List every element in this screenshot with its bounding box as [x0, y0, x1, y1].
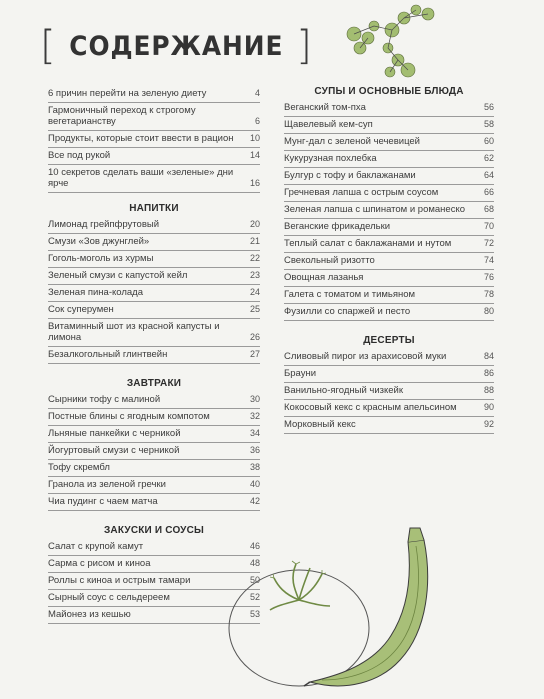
- toc-entry-page: 30: [249, 394, 260, 404]
- section-title-breakfast: ЗАВТРАКИ: [126, 378, 182, 389]
- toc-entry-title: Кокосовый кекс с красным апельсином: [284, 402, 457, 413]
- toc-entry: [284, 287, 494, 304]
- toc-entry-title: Сырный соус с сельдереем: [48, 592, 170, 603]
- toc-entry: [48, 148, 260, 165]
- toc-entry-page: 53: [249, 609, 260, 619]
- toc-entry: [284, 349, 494, 366]
- grapes-illustration: [330, 0, 450, 90]
- toc-entry-title: Галета с томатом и тимьяном: [284, 289, 416, 300]
- toc-entry-page: 88: [483, 385, 494, 395]
- drinks-list: [48, 217, 260, 364]
- toc-entry-page: 32: [249, 411, 260, 421]
- page-title-text: СОДЕРЖАНИЕ: [68, 30, 283, 62]
- toc-entry: [284, 134, 494, 151]
- toc-entry: [48, 251, 260, 268]
- toc-entry: [284, 417, 494, 434]
- section-title-desserts: ДЕСЕРТЫ: [363, 335, 415, 346]
- toc-entry-page: 80: [483, 306, 494, 316]
- toc-entry-title: Продукты, которые стоит ввести в рацион: [48, 133, 234, 144]
- toc-entry: [48, 494, 260, 511]
- toc-entry-page: 90: [483, 402, 494, 412]
- toc-entry-title: Роллы с киноа и острым тамари: [48, 575, 191, 586]
- toc-entry-page: 60: [483, 136, 494, 146]
- toc-entry-page: 38: [249, 462, 260, 472]
- left-bracket: [: [40, 23, 56, 69]
- toc-entry-title: Зеленая лапша с шпинатом и романеско: [284, 204, 465, 215]
- toc-entry-page: 21: [249, 236, 260, 246]
- page-title: [40, 23, 312, 69]
- toc-entry-title: Мунг-дал с зеленой чечевицей: [284, 136, 420, 147]
- toc-entry-page: 66: [483, 187, 494, 197]
- toc-entry-title: Брауни: [284, 368, 316, 379]
- toc-entry-title: Майонез из кешью: [48, 609, 131, 620]
- toc-entry-title: Ванильно-ягодный чизкейк: [284, 385, 404, 396]
- toc-entry: [284, 383, 494, 400]
- toc-entry-page: 62: [483, 153, 494, 163]
- toc-entry: [284, 236, 494, 253]
- toc-entry-page: 25: [249, 304, 260, 314]
- toc-entry-title: Веганский том-пха: [284, 102, 366, 113]
- toc-entry: [284, 117, 494, 134]
- toc-entry-title: Лимонад грейпфрутовый: [48, 219, 160, 230]
- toc-entry: [48, 409, 260, 426]
- toc-entry-page: 56: [483, 102, 494, 112]
- toc-entry: [284, 366, 494, 383]
- toc-entry-page: 74: [483, 255, 494, 265]
- toc-entry-title: Постные блины с ягодным компотом: [48, 411, 210, 422]
- toc-entry-page: 42: [249, 496, 260, 506]
- toc-entry-title: Гармоничный переход к строгому вегетарианству: [48, 105, 196, 127]
- toc-entry-page: 46: [249, 541, 260, 551]
- contents-right-column: [284, 86, 494, 434]
- breakfast-list: [48, 392, 260, 511]
- toc-entry: [48, 302, 260, 319]
- toc-entry: [48, 285, 260, 302]
- toc-entry: [48, 217, 260, 234]
- toc-entry-title: Зеленый смузи с капустой кейл: [48, 270, 188, 281]
- toc-entry: [48, 477, 260, 494]
- toc-entry: [284, 100, 494, 117]
- toc-entry-title: Веганские фрикадельки: [284, 221, 391, 232]
- toc-entry-title: Булгур с тофу и баклажанами: [284, 170, 416, 181]
- toc-entry-title: Морковный кекс: [284, 419, 356, 430]
- toc-entry-page: 64: [483, 170, 494, 180]
- toc-entry-page: 4: [254, 88, 260, 98]
- toc-entry-page: 16: [249, 178, 260, 188]
- banana-illustration: [296, 520, 446, 699]
- toc-entry-title: Салат с крупой камут: [48, 541, 144, 552]
- toc-entry-page: 92: [483, 419, 494, 429]
- toc-entry: [48, 460, 260, 477]
- toc-entry: [48, 319, 260, 347]
- toc-entry: [48, 347, 260, 364]
- toc-entry-page: 48: [249, 558, 260, 568]
- toc-entry-title: Йогуртовый смузи с черникой: [48, 445, 180, 456]
- desserts-list: [284, 349, 494, 434]
- toc-entry-title: Щавелевый кем-суп: [284, 119, 373, 130]
- toc-entry-page: 50: [249, 575, 260, 585]
- toc-entry-page: 34: [249, 428, 260, 438]
- toc-entry-title: Гранола из зеленой гречки: [48, 479, 166, 490]
- toc-entry: [48, 268, 260, 285]
- section-title-snacks: ЗАКУСКИ И СОУСЫ: [103, 525, 205, 536]
- contents-left-column: [48, 86, 260, 624]
- toc-entry-title: 10 секретов сделать ваши «зеленые» дни ярче: [48, 167, 234, 189]
- toc-entry: [48, 234, 260, 251]
- toc-entry-title: Кукурузная похлебка: [284, 153, 377, 164]
- section-title-soups: СУПЫ И ОСНОВНЫЕ БЛЮДА: [314, 86, 464, 97]
- toc-entry-title: Смузи «Зов джунглей»: [48, 236, 150, 247]
- intro-list: [48, 86, 260, 193]
- toc-entry-title: Сарма с рисом и киноа: [48, 558, 151, 569]
- toc-entry: [284, 270, 494, 287]
- toc-entry-page: 84: [483, 351, 494, 361]
- toc-entry-page: 76: [483, 272, 494, 282]
- toc-entry: [284, 151, 494, 168]
- toc-entry-page: 24: [249, 287, 260, 297]
- toc-entry-page: 36: [249, 445, 260, 455]
- toc-entry-page: 68: [483, 204, 494, 214]
- toc-entry-title: Овощная лазанья: [284, 272, 364, 283]
- toc-entry: [48, 392, 260, 409]
- toc-entry: [284, 202, 494, 219]
- toc-entry-title: Сырники тофу с малиной: [48, 394, 161, 405]
- toc-entry: [48, 103, 260, 131]
- toc-entry-title: 6 причин перейти на зеленую диету: [48, 88, 207, 99]
- toc-entry-page: 22: [249, 253, 260, 263]
- toc-entry-page: 78: [483, 289, 494, 299]
- toc-entry-title: Безалкогольный глинтвейн: [48, 349, 168, 360]
- toc-entry-page: 23: [249, 270, 260, 280]
- toc-entry-title: Чиа пудинг с чаем матча: [48, 496, 158, 507]
- toc-entry-title: Сливовый пирог из арахисовой муки: [284, 351, 447, 362]
- toc-entry-page: 70: [483, 221, 494, 231]
- toc-entry-title: Все под рукой: [48, 150, 111, 161]
- toc-entry-title: Зеленая пина-колада: [48, 287, 143, 298]
- toc-entry: [284, 168, 494, 185]
- toc-entry-title: Сок суперумен: [48, 304, 114, 315]
- toc-entry-title: Теплый салат с баклажанами и нутом: [284, 238, 452, 249]
- soups-list: [284, 100, 494, 321]
- right-bracket: ]: [296, 23, 312, 69]
- toc-entry-page: 52: [249, 592, 260, 602]
- toc-entry-page: 86: [483, 368, 494, 378]
- toc-entry: [48, 443, 260, 460]
- toc-entry-page: 58: [483, 119, 494, 129]
- toc-entry-page: 72: [483, 238, 494, 248]
- toc-entry-title: Гоголь-моголь из хурмы: [48, 253, 154, 264]
- toc-entry: [48, 165, 260, 193]
- toc-entry-title: Свекольный ризотто: [284, 255, 375, 266]
- toc-entry-page: 14: [249, 150, 260, 160]
- toc-entry-page: 20: [249, 219, 260, 229]
- toc-entry-title: Тофу скрембл: [48, 462, 110, 473]
- toc-entry-title: Гречневая лапша с острым соусом: [284, 187, 439, 198]
- toc-entry: [284, 185, 494, 202]
- toc-entry: [48, 131, 260, 148]
- toc-entry-page: 6: [254, 116, 260, 126]
- toc-entry-title: Льняные панкейки с черникой: [48, 428, 181, 439]
- toc-entry: [284, 400, 494, 417]
- toc-entry: [284, 219, 494, 236]
- toc-entry-title: Витаминный шот из красной капусты и лимона: [48, 321, 220, 343]
- toc-entry-page: 27: [249, 349, 260, 359]
- toc-entry: [48, 426, 260, 443]
- toc-entry: [48, 86, 260, 103]
- toc-entry-title: Фузилли со спаржей и песто: [284, 306, 411, 317]
- toc-entry: [284, 253, 494, 270]
- toc-entry: [284, 304, 494, 321]
- toc-entry-page: 26: [249, 332, 260, 342]
- toc-entry-page: 10: [249, 133, 260, 143]
- section-title-drinks: НАПИТКИ: [129, 203, 179, 214]
- toc-entry-page: 40: [249, 479, 260, 489]
